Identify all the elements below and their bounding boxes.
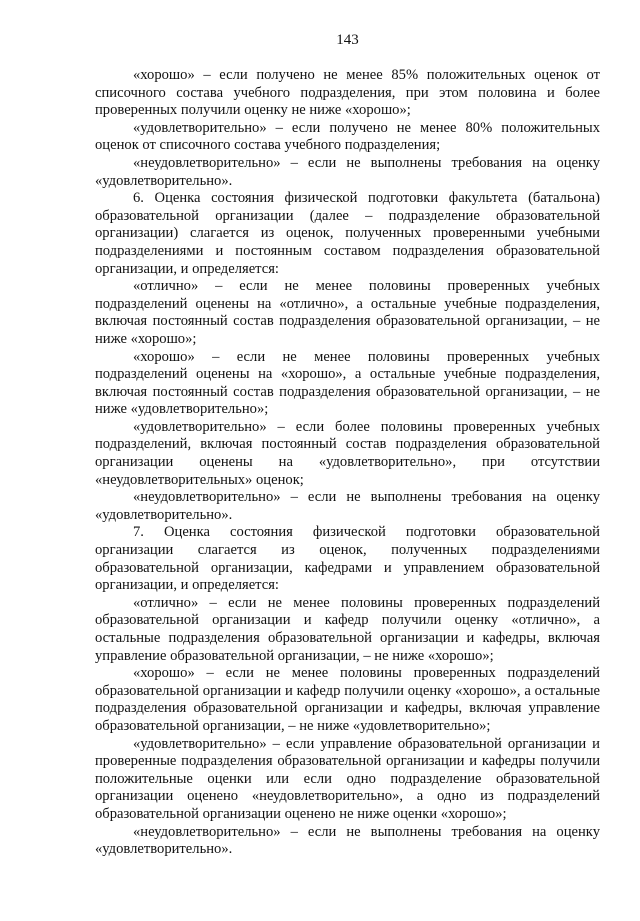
paragraph: «хорошо» – если не менее половины проверенных учебных подразделений оценены на «хорошо», а остальные учебные подразделения, включая постоянный состав подразделения образовательной организации, – не ниже «удовлетворительно»; xyxy=(95,348,600,418)
paragraph: «удовлетворительно» – если более половины проверенных учебных подразделений, включая постоянный состав подразделения образовательной организации оценены на «удовлетворительно», при отсутствии «неудовлетворительных» оценок; xyxy=(95,418,600,488)
paragraph: «отлично» – если не менее половины проверенных подразделений образовательной организации и кафедр получили оценку «отлично», а остальные подразделения образовательной организации и кафедры, включая управление образовательной организации, – не ниже «хорошо»; xyxy=(95,594,600,664)
paragraph: 7. Оценка состояния физической подготовки образовательной организации слагается из оценок, полученных подразделениями образовательной организации, кафедрами и управлением образовательной организации, и определяется: xyxy=(95,524,600,594)
paragraph: «неудовлетворительно» – если не выполнены требования на оценку «удовлетворительно». xyxy=(95,154,600,189)
paragraph: «неудовлетворительно» – если не выполнены требования на оценку «удовлетворительно». xyxy=(95,489,600,523)
paragraph: «отлично» – если не менее половины проверенных учебных подразделений оценены на «отлично», а остальные учебные подразделения, включая постоянный состав подразделения образовательной организации, – не ниже «хорошо»; xyxy=(95,278,600,347)
paragraph: «удовлетворительно» – если получено не менее 80% положительных оценок от списочного состава учебного подразделения; xyxy=(95,119,600,154)
paragraph: «удовлетворительно» – если управление образовательной организации и проверенные подразделения образовательной организации и кафедры получили положительные оценки или если одно подразделение образовательной организации оценено «неудовлетворительно», а одно из подразделений образовательной организации оценено не ниже оценки «хорошо»; xyxy=(95,735,600,822)
paragraph: «хорошо» – если получено не менее 85% положительных оценок от списочного состава учебного подразделения, при этом половина и более проверенных получили оценку не ниже «хорошо»; xyxy=(95,67,600,119)
document-page xyxy=(95,30,600,859)
paragraph: «неудовлетворительно» – если не выполнены требования на оценку «удовлетворительно». xyxy=(95,823,600,858)
paragraph: 6. Оценка состояния физической подготовки факультета (батальона) образовательной организации (далее – подразделение образовательной организации) слагается из оценок, полученных проверенными учебными подразделениями и постоянным составом подразделения образовательной организации, и определяется: xyxy=(95,190,600,277)
page-number: 143 xyxy=(336,32,359,48)
paragraph: «хорошо» – если не менее половины проверенных подразделений образовательной организации и кафедр получили оценку «хорошо», а остальные подразделения образовательной организации и кафедры, включая управление образовательной организации, – не ниже «удовлетворительно»; xyxy=(95,665,600,734)
